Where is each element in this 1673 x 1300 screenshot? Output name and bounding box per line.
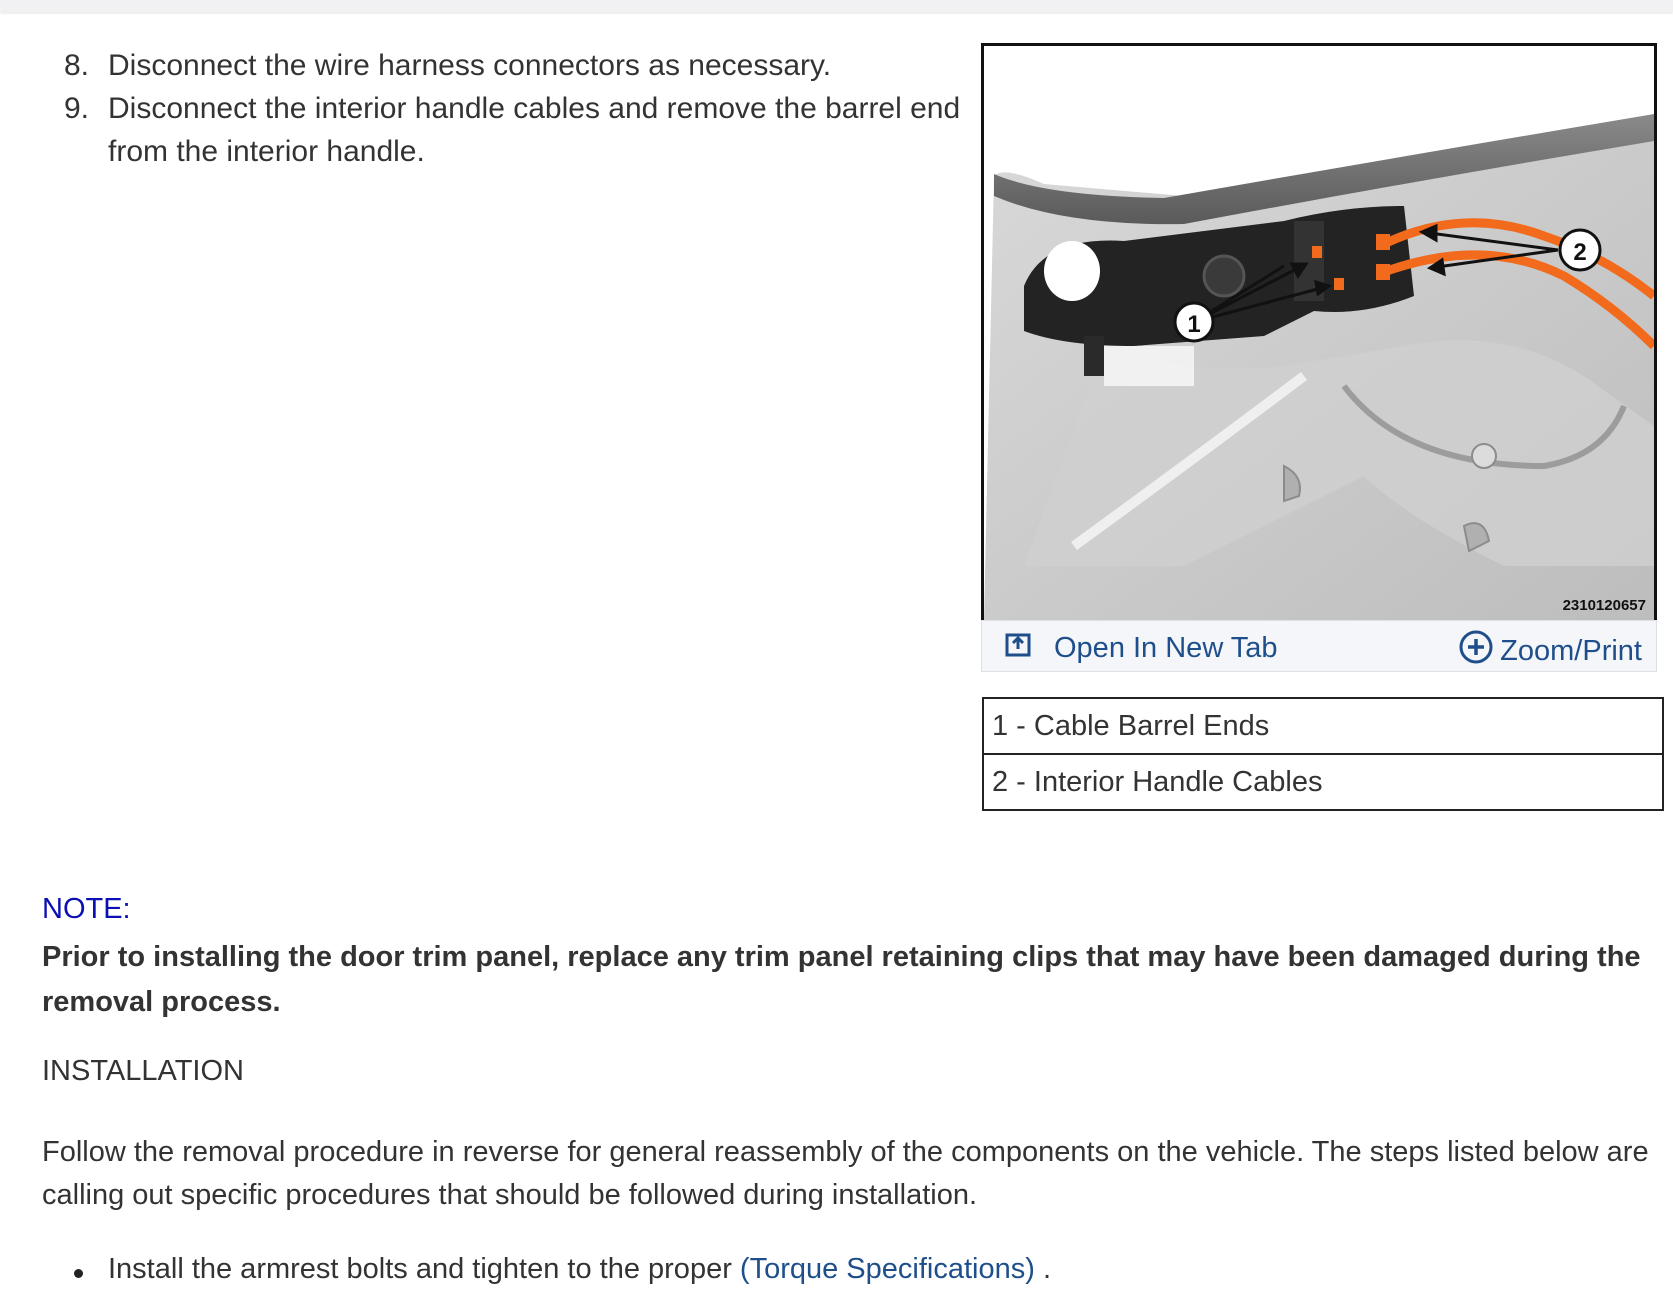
figure-id: 2310120657 bbox=[1562, 597, 1646, 614]
callout-2-label: 2 bbox=[1573, 239, 1587, 266]
step-number: 9. bbox=[64, 92, 90, 125]
bullet-text-end: . bbox=[1034, 1253, 1052, 1285]
torque-specifications-link[interactable]: (Torque Specifications) bbox=[739, 1253, 1035, 1285]
open-in-new-tab-label: Open In New Tab bbox=[1054, 631, 1278, 664]
installation-text: Follow the removal procedure in reverse for general reassembly of the components on the vehicle. The steps listed below are calling out specific procedures that should be followed during installation. bbox=[42, 1136, 1649, 1211]
illustration-figure bbox=[981, 43, 1657, 675]
installation-heading: INSTALLATION bbox=[42, 1055, 244, 1087]
top-bar bbox=[0, 0, 1673, 12]
step-item bbox=[64, 44, 964, 87]
table-row bbox=[983, 754, 1663, 810]
open-in-new-tab-icon bbox=[1004, 629, 1034, 667]
legend-cell: 2 - Interior Handle Cables bbox=[983, 754, 1663, 810]
list-item bbox=[64, 1253, 1051, 1286]
callout-1 bbox=[1175, 303, 1213, 341]
step-item bbox=[64, 87, 964, 173]
figure-toolbar bbox=[981, 620, 1657, 672]
open-in-new-tab-button[interactable] bbox=[1004, 629, 1278, 667]
zoom-print-button[interactable] bbox=[1458, 629, 1642, 673]
door-panel-illustration[interactable] bbox=[981, 43, 1657, 623]
step-text: Disconnect the wire harness connectors as necessary. bbox=[108, 49, 832, 82]
callout-1-label: 1 bbox=[1187, 311, 1201, 338]
note-text: Prior to installing the door trim panel, replace any trim panel retaining clips that may have been damaged during the removal process. bbox=[42, 941, 1641, 1018]
zoom-plus-icon bbox=[1458, 629, 1494, 673]
bullet-icon bbox=[74, 1269, 83, 1278]
callout-legend-table bbox=[982, 697, 1664, 811]
step-number: 8. bbox=[64, 49, 90, 82]
removal-steps-list bbox=[64, 44, 964, 173]
zoom-print-label: Zoom/Print bbox=[1500, 634, 1642, 667]
bullet-text: Install the armrest bolts and tighten to the proper bbox=[108, 1253, 740, 1285]
note-label: NOTE: bbox=[42, 893, 131, 925]
installation-bullets bbox=[64, 1253, 1051, 1286]
table-row bbox=[983, 698, 1663, 754]
door-panel-drawing bbox=[984, 46, 1654, 620]
callout-2 bbox=[1560, 230, 1600, 270]
legend-cell: 1 - Cable Barrel Ends bbox=[983, 698, 1663, 754]
step-text: Disconnect the interior handle cables and remove the barrel end from the interior handle. bbox=[108, 92, 961, 168]
